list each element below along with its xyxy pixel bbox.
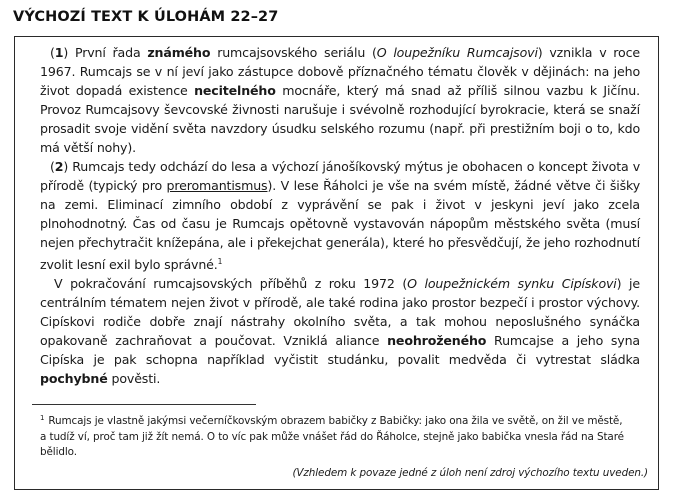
- text-segment: Rumcajs tedy odchází do lesa a výchozí jánošíkovský mýtus je obohacen o koncept života v přírodě (typický pro: [40, 159, 640, 193]
- text-segment: pochybné: [40, 371, 108, 386]
- footnote-divider: [32, 404, 256, 405]
- text-segment: ) je centrálním tématem nejen život v přírodě, ale také rodina jako prostor bezpečí i prostor výchovy. Cipískovi rodiče dobře znají nástrahy okolního světa, a tak mohou neposlušného synáčka opakovaně zachraňovat a poučovat. Vzniklá aliance: [40, 276, 640, 348]
- source-note: (Vzhledem k povaze jedné z úloh není zdroj výchozího textu uveden.): [292, 467, 648, 479]
- footnote: [40, 411, 630, 461]
- text-segment: O loupežníku Rumcajsovi: [376, 45, 538, 60]
- text-segment: mocnáře, který má snad až příliš silnou vazbu k Jičínu. Provoz Rumcajsovy ševcovské živnosti narušuje i svévolně rozhodující byrokracie, která se snaží prosadit svoje vidění světa navzdory úsudku selského rozumu (např. při prestižním boji o to, kdo má větší nohy).: [40, 83, 640, 155]
- source-text: [40, 43, 640, 388]
- text-segment: O loupežnickém synku Cipískovi: [407, 276, 617, 291]
- paragraph-1: (1) První řada známého rumcajsovského seriálu (O loupežníku Rumcajsovi) vznikla v roce 1967. Rumcajs se v ní jeví jako zástupce dobově příznačného tématu člověk v dějinách: na jeho život dopadá existence necitelného mocnáře, který má snad až příliš silnou vazbu k Jičínu. Provoz Rumcajsovy ševcovské živnosti narušuje i svévolně rozhodující byrokracie, která se snaží prosadit svoje vidění světa navzdory úsudku selského rozumu (např. při prestižním boji o to, kdo má větší nohy).: [40, 45, 640, 155]
- text-segment: ). V lese Řáholci je vše na svém místě, žádné větve či šišky na zemi. Eliminací zimního období z vyprávění se pak i život v jeskyni jeví jako zcela plnohodnotný. Čas od času je Rumcajs opětovně vystavován nápорům městského světa (musí nejen přechytračit knížepána, ale i překejchat generála), které ho přesvědčují, že jeho rozhodnutí zvolit lesní exil bylo správné.: [40, 178, 640, 272]
- paragraph-number: 1: [54, 45, 64, 60]
- page-heading: VÝCHOZÍ TEXT K ÚLOHÁM 22–27: [13, 9, 279, 25]
- paragraph-3: [40, 274, 640, 388]
- text-segment: První řada: [68, 45, 148, 60]
- footnote-text: Rumcajs je vlastně jakýmsi večerníčkovským obrazem babičky z Babičky: jako ona žila ve světě, on žil ve městě, a tudíž ví, proč tam již žít nemá. O to víc pak může vnášet řád do Řáholce, stejně jako babička vnesla řád na Staré bělidlo.: [40, 415, 624, 458]
- text-segment: preromantismus: [166, 178, 268, 193]
- text-segment: rumcajsovského seriálu (: [210, 45, 377, 60]
- text-segment: známého: [147, 45, 211, 60]
- footnote-number: 1: [40, 414, 45, 422]
- text-segment: pověsti.: [107, 371, 161, 386]
- text-segment: V pokračování rumcajsovských příběhů z roku 1972 (: [54, 276, 408, 291]
- text-segment: neohroženého: [387, 333, 487, 348]
- paragraph-2: (2) Rumcajs tedy odchází do lesa a výchozí jánošíkovský mýtus je obohacen o koncept života v přírodě (typický pro preromantismus). V lese Řáholci je vše na svém místě, žádné větve či šišky na zemi. Eliminací zimního období z vyprávění se pak i život v jeskyni jeví jako zcela plnohodnotný. Čas od času je Rumcajs opětovně vystavován nápорům městského světa (musí nejen přechytračit knížepána, ale i překejchat generála), které ho přesvědčují, že jeho rozhodnutí zvolit lesní exil bylo správné.$^1$: [40, 159, 640, 272]
- text-segment: necitelného: [194, 83, 276, 98]
- text-segment: Rumcajse a jeho syna Cipíska je pak schopna například vyčistit studánku, povalit medvěda či vytrestat sládka: [40, 333, 640, 367]
- text-segment: ) vznikla v roce 1967. Rumcajs se v ní jeví jako zástupce dobově příznačného tématu člověk v dějinách: na jeho život dopadá existence: [40, 45, 640, 98]
- footnote-ref: 1: [217, 257, 223, 266]
- paragraph-number: 2: [54, 159, 64, 174]
